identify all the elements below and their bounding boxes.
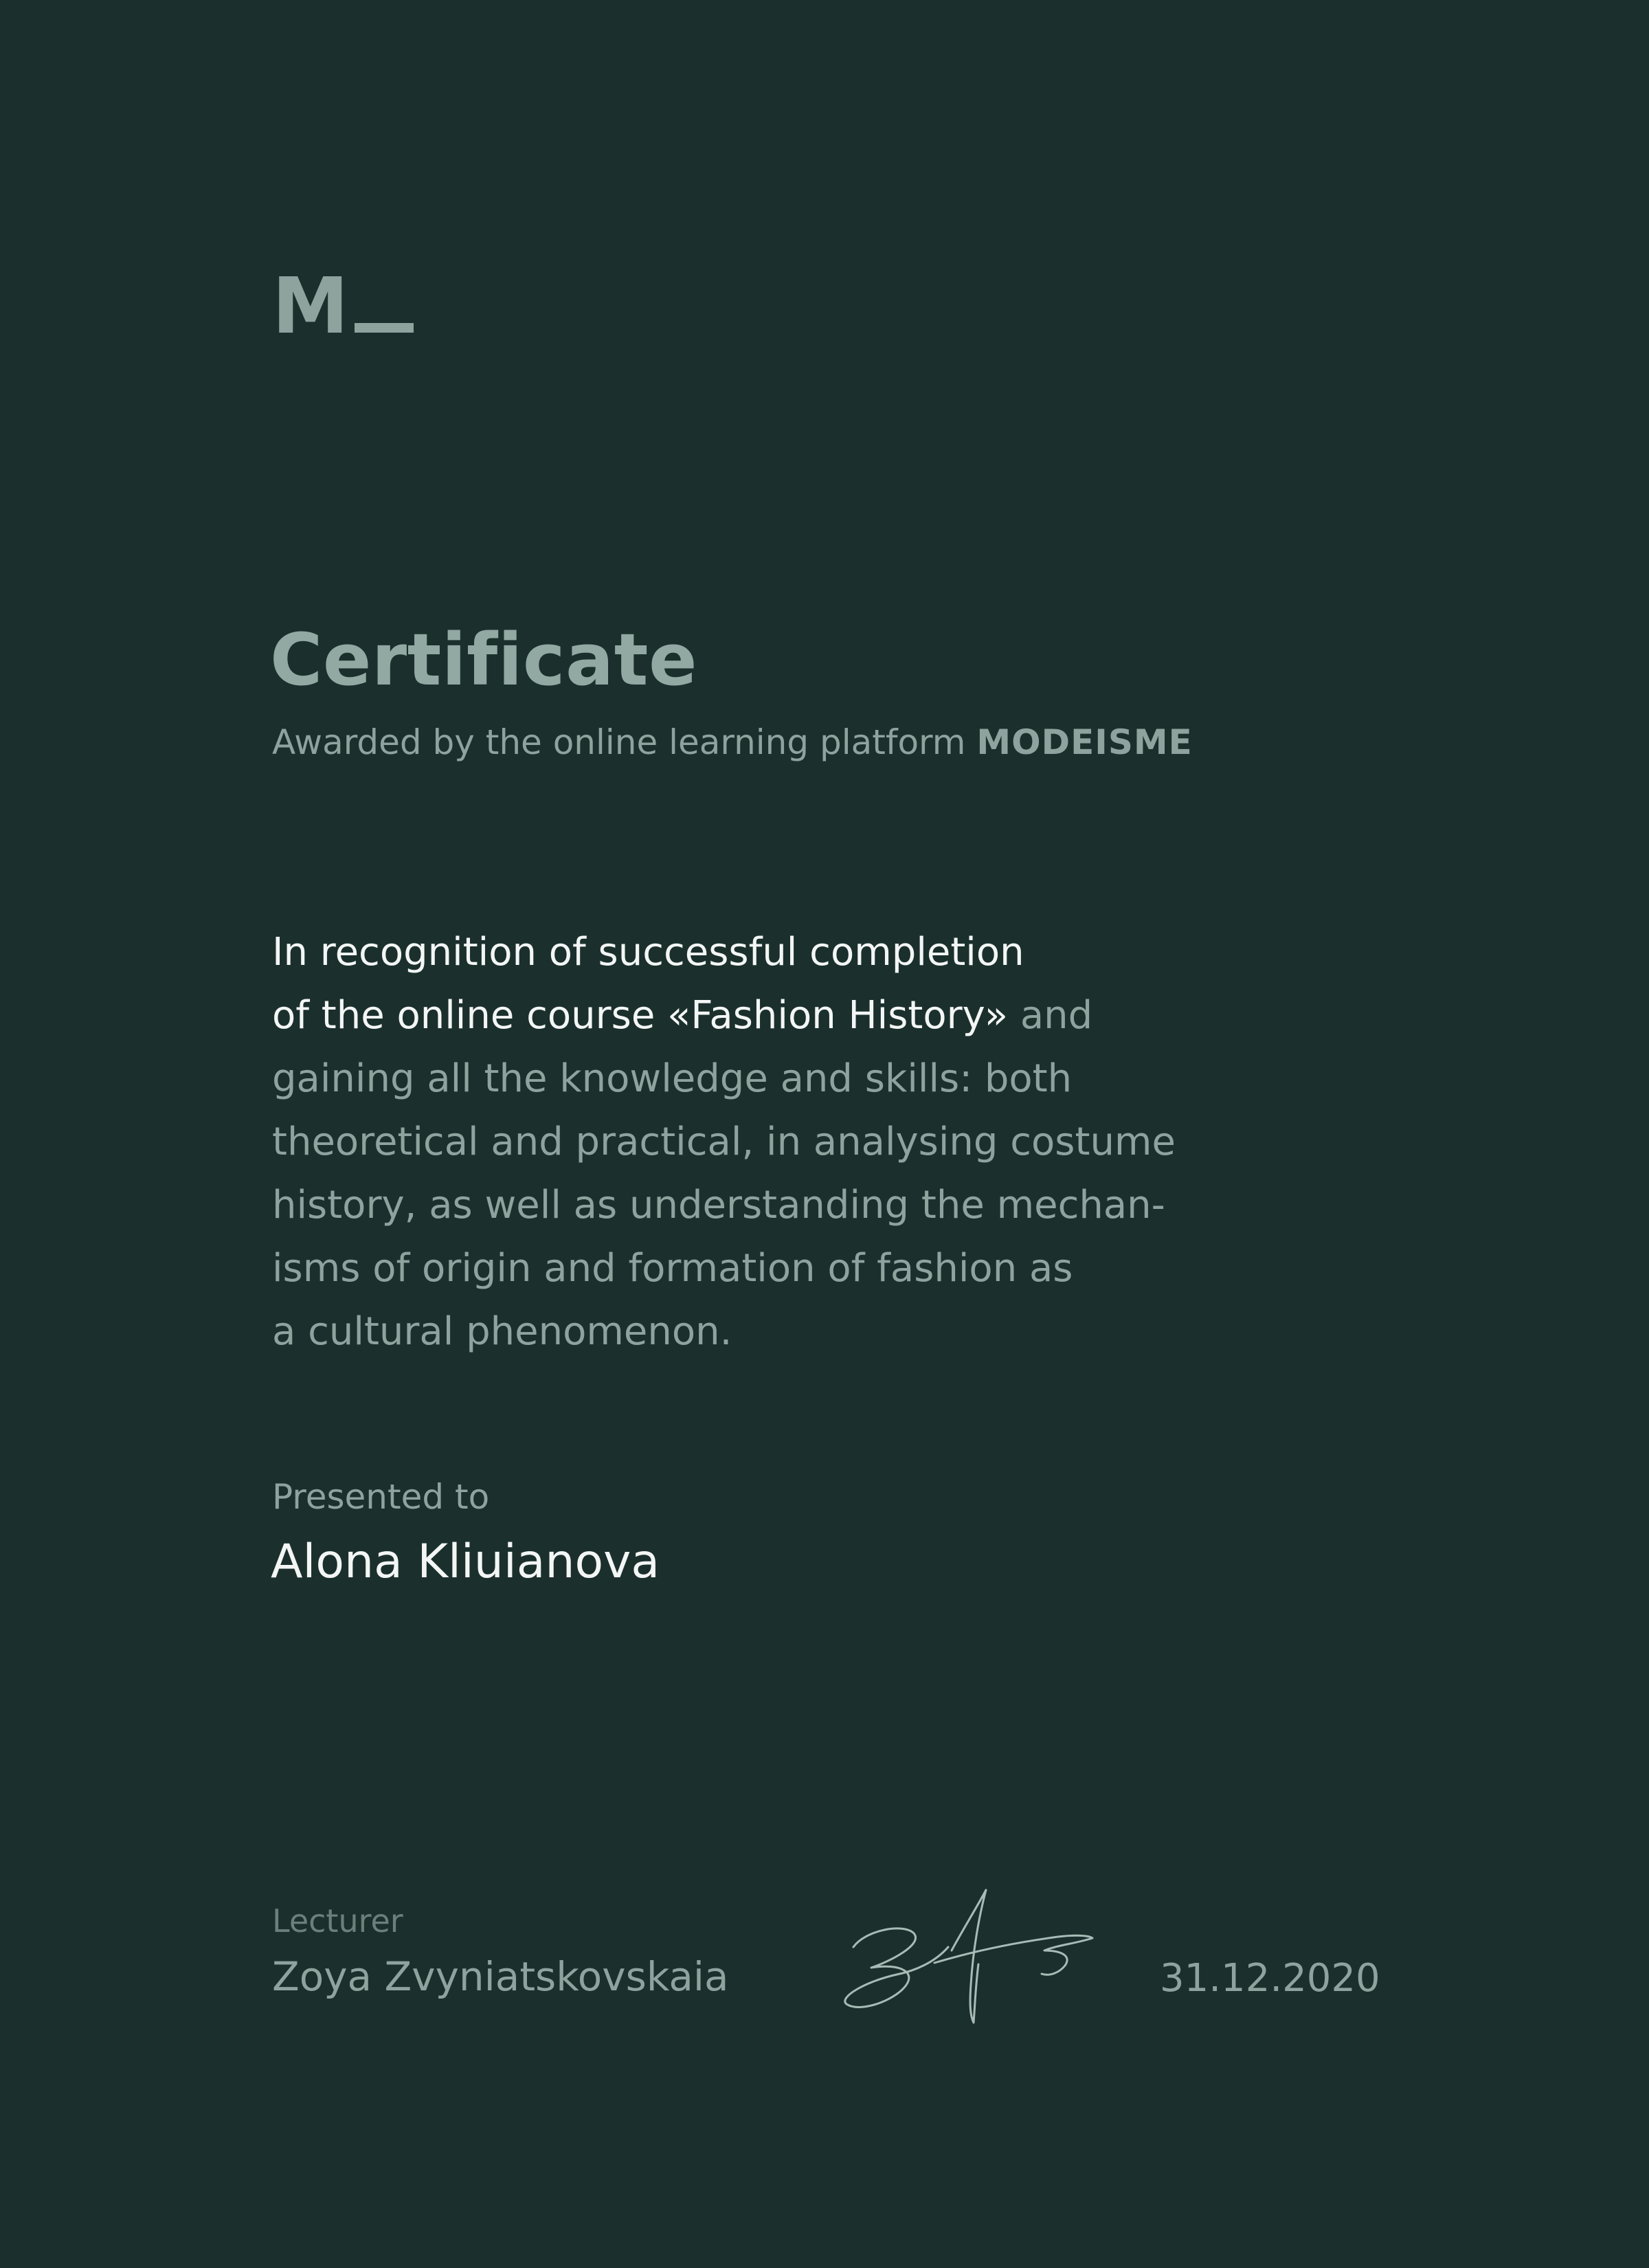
recognition-highlight-1: In recognition of successful completion: [272, 930, 1024, 975]
logo-letter: M: [272, 262, 349, 351]
recognition-line-2: [272, 984, 1440, 1047]
recognition-line-5: history, as well as understanding the mechan-: [272, 1183, 1165, 1227]
recipient-name: Alona Kliuianova: [271, 1535, 660, 1589]
certificate-subtitle: [272, 722, 1193, 763]
recognition-text: [272, 921, 1440, 1364]
handwritten-signature: [838, 1882, 1099, 2033]
recognition-line-3: gaining all the knowledge and skills: both: [272, 1056, 1073, 1101]
logo-underscore-bar: [355, 323, 414, 333]
recognition-line-6: isms of origin and formation of fashion as: [272, 1246, 1073, 1291]
presented-to-label: Presented to: [272, 1477, 490, 1517]
recognition-line-1: [272, 921, 1440, 984]
recognition-highlight-2: of the online course «Fashion History»: [272, 993, 1009, 1038]
certificate-date: 31.12.2020: [1160, 1956, 1380, 2001]
subtitle-prefix: Awarded by the online learning platform: [272, 722, 977, 762]
lecturer-name: Zoya Zvyniatskovskaia: [272, 1953, 729, 2000]
recognition-line-4: theoretical and practical, in analysing costume: [272, 1120, 1176, 1164]
recognition-line-2-rest: and: [1008, 993, 1093, 1038]
subtitle-brand: MODEISME: [976, 722, 1193, 762]
certificate-title: Certificate: [270, 618, 697, 702]
lecturer-label: Lecturer: [272, 1902, 403, 1939]
recognition-line-7: a cultural phenomenon.: [272, 1309, 732, 1354]
